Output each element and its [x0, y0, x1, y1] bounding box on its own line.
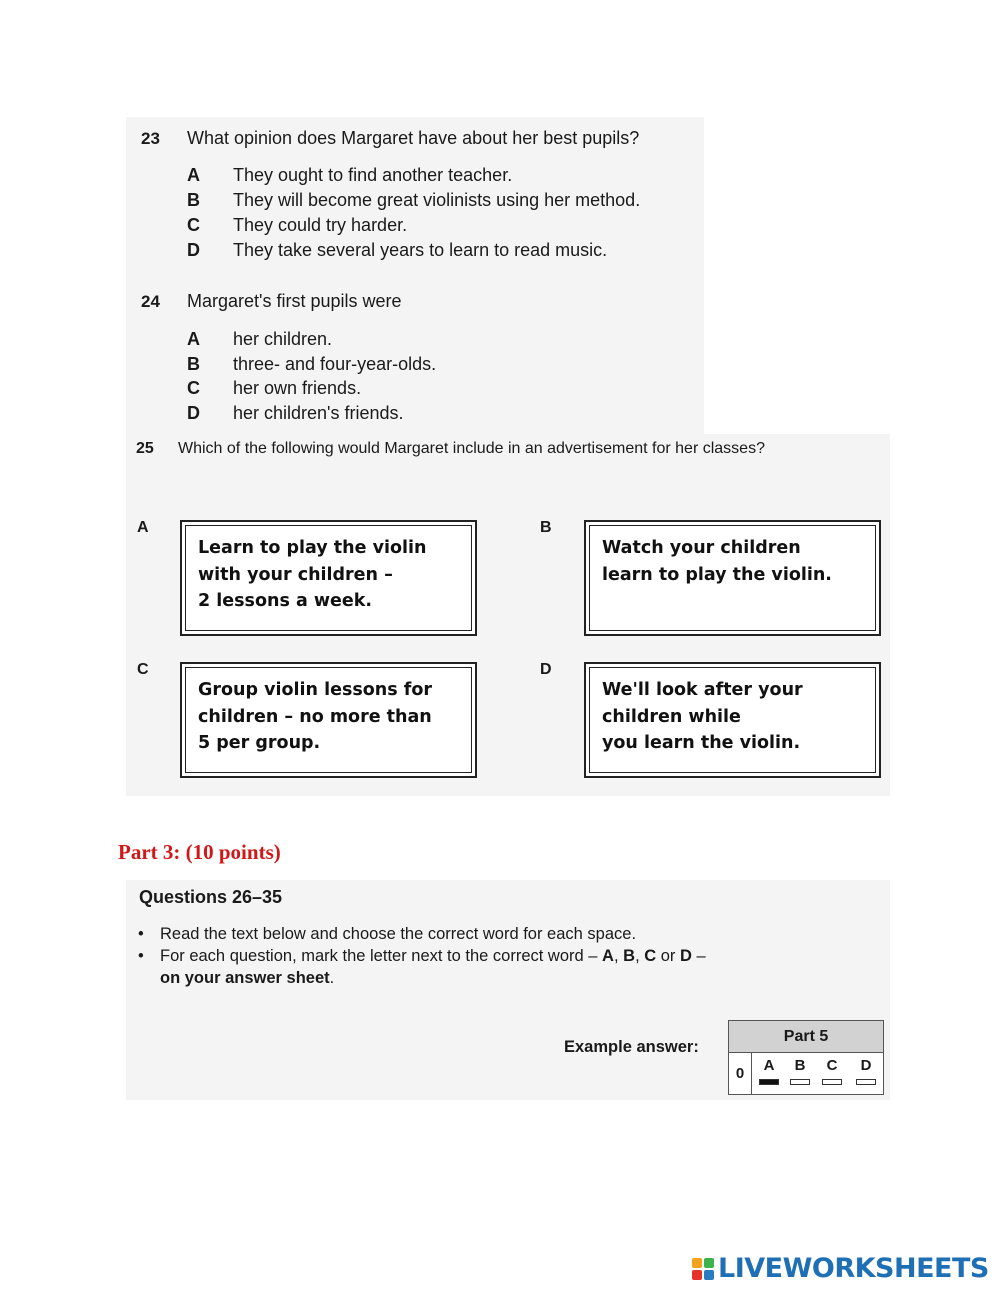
- logo-square: [692, 1258, 702, 1268]
- instruction-2-prefix: For each question, mark the letter next to the correct word –: [160, 947, 603, 965]
- letter-c: C: [644, 947, 657, 965]
- option-text: They ought to find another teacher.: [233, 165, 513, 185]
- instruction-1-text: Read the text below and choose the correct word for each space.: [160, 925, 637, 943]
- q24-option-c[interactable]: [187, 378, 361, 399]
- option-letter: B: [187, 354, 200, 374]
- instruction-2-line2: on your answer sheet: [160, 969, 330, 987]
- example-letter-a: A: [763, 1057, 775, 1074]
- ad-d-text: We'll look after your children while you learn the violin.: [589, 667, 876, 773]
- question-number-24: 24: [141, 292, 160, 311]
- sep: ,: [635, 947, 645, 965]
- ad-option-c[interactable]: [180, 662, 477, 778]
- question-23-text: What opinion does Margaret have about her best pupils?: [187, 128, 640, 148]
- example-letter-d: D: [860, 1057, 872, 1074]
- ad-c-label: C: [137, 661, 149, 678]
- logo-grid-icon: [692, 1258, 714, 1280]
- q23-option-b[interactable]: [187, 190, 640, 211]
- q24-option-a[interactable]: [187, 329, 332, 350]
- option-letter: C: [187, 378, 200, 398]
- ad-d-label: D: [540, 661, 552, 678]
- option-text: They will become great violinists using her method.: [233, 190, 641, 210]
- option-text: her own friends.: [233, 378, 362, 398]
- ad-option-d[interactable]: [584, 662, 881, 778]
- ad-b-label: B: [540, 519, 552, 536]
- option-letter: A: [187, 165, 200, 185]
- question-24-text: Margaret's first pupils were: [187, 291, 402, 311]
- example-mark-c: [822, 1079, 842, 1085]
- ad-option-b[interactable]: [584, 520, 881, 636]
- question-number-23: 23: [141, 129, 160, 148]
- bullet-dot: •: [138, 925, 144, 943]
- period: .: [329, 969, 335, 987]
- option-letter: D: [187, 403, 200, 423]
- letter-a: A: [602, 947, 614, 965]
- example-answer-label: Example answer:: [564, 1038, 699, 1056]
- sep: ,: [613, 947, 624, 965]
- example-letter-c: C: [826, 1057, 838, 1074]
- instruction-bullet-2: [138, 945, 706, 989]
- ad-a-label: A: [137, 519, 149, 536]
- option-letter: A: [187, 329, 200, 349]
- example-mark-d: [856, 1079, 876, 1085]
- option-letter: C: [187, 215, 200, 235]
- option-text: They take several years to learn to read music.: [233, 240, 608, 260]
- ad-c-text: Group violin lessons for children – no more than 5 per group.: [185, 667, 472, 773]
- logo-square: [692, 1270, 702, 1280]
- liveworksheets-logo[interactable]: [692, 1253, 989, 1284]
- part3-title: Part 3: (10 points): [118, 840, 281, 864]
- example-part-header: Part 5: [729, 1021, 883, 1053]
- example-number: 0: [729, 1053, 752, 1094]
- logo-square: [704, 1270, 714, 1280]
- option-text: her children's friends.: [233, 403, 404, 423]
- q23-option-c[interactable]: [187, 215, 407, 236]
- ad-option-a[interactable]: [180, 520, 477, 636]
- question-25-text: Which of the following would Margaret include in an advertisement for her classes?: [178, 440, 765, 457]
- example-letter-b: B: [794, 1057, 806, 1074]
- letter-d: D: [680, 947, 692, 965]
- option-text: They could try harder.: [233, 215, 408, 235]
- instruction-bullet-1: [138, 923, 637, 945]
- logo-square: [704, 1258, 714, 1268]
- ad-b-text: Watch your children learn to play the violin.: [589, 525, 876, 631]
- instruction-2-end: –: [691, 947, 706, 965]
- question-number-25: 25: [136, 440, 154, 457]
- example-mark-b: [790, 1079, 810, 1085]
- option-text: three- and four-year-olds.: [233, 354, 437, 374]
- q24-option-b[interactable]: [187, 354, 436, 375]
- questions-heading: Questions 26–35: [139, 887, 283, 907]
- example-answer-table: [728, 1020, 884, 1095]
- logo-text: LIVEWORKSHEETS: [718, 1253, 989, 1284]
- option-text: her children.: [233, 329, 333, 349]
- option-letter: B: [187, 190, 200, 210]
- example-mark-a: [759, 1079, 779, 1085]
- q23-option-d[interactable]: [187, 240, 607, 261]
- sep: or: [656, 947, 680, 965]
- bullet-dot: •: [138, 947, 144, 965]
- option-letter: D: [187, 240, 200, 260]
- ad-a-text: Learn to play the violin with your children – 2 lessons a week.: [185, 525, 472, 631]
- q23-option-a[interactable]: [187, 165, 512, 186]
- q24-option-d[interactable]: [187, 403, 404, 424]
- letter-b: B: [623, 947, 636, 965]
